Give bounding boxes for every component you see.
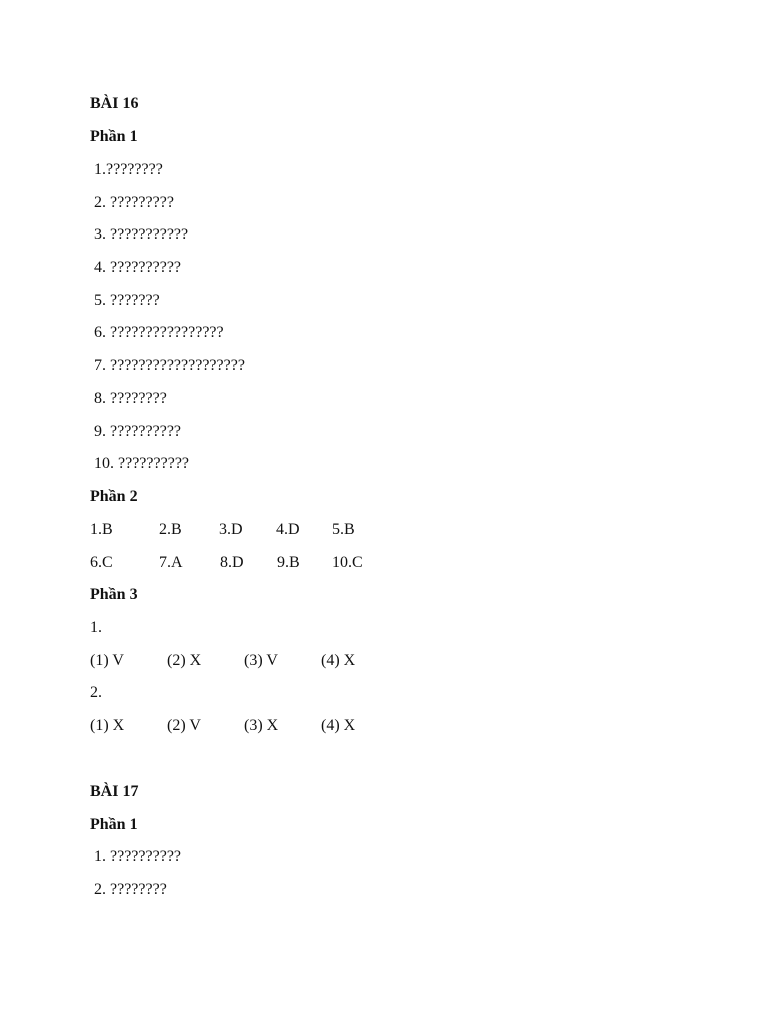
lesson-title: BÀI 17 [90,783,139,800]
answer-cell: 4.D [276,521,300,538]
section-heading: Phần 3 [90,586,138,603]
true-false-row [90,649,356,673]
answer-cell: 2.B [159,521,182,538]
true-false-answer: (3) X [244,717,279,734]
list-item: 2. ????????? [94,194,174,211]
list-item: 3. ??????????? [94,226,189,243]
section-heading: Phần 2 [90,488,138,505]
answer-row [90,518,355,542]
list-item: 8. ???????? [94,390,167,407]
answer-cell: 8.D [220,554,244,571]
list-item: 2. ???????? [94,881,167,898]
question-label: 1. [90,619,102,636]
list-item: 1. ?????????? [94,848,182,865]
list-item: 4. ?????????? [94,259,182,276]
true-false-answer: (2) X [167,652,202,669]
answer-cell: 7.A [159,554,183,571]
true-false-answer: (1) V [90,652,124,669]
list-item: 7. ??????????????????? [94,357,245,374]
list-item: 10. ?????????? [94,455,190,472]
lesson-title: BÀI 16 [90,95,139,112]
list-item: 1.???????? [94,161,163,178]
answer-cell: 5.B [332,521,355,538]
list-item: 9. ?????????? [94,423,182,440]
answer-row [90,551,363,575]
list-item: 6. ???????????????? [94,324,224,341]
list-item: 5. ??????? [94,292,160,309]
section-heading: Phần 1 [90,816,138,833]
true-false-answer: (3) V [244,652,278,669]
question-label: 2. [90,684,102,701]
answer-cell: 3.D [219,521,243,538]
section-heading: Phần 1 [90,128,138,145]
true-false-answer: (4) X [321,717,356,734]
answer-cell: 10.C [332,554,363,571]
true-false-answer: (4) X [321,652,356,669]
answer-cell: 9.B [277,554,300,571]
answer-cell: 6.C [90,554,113,571]
true-false-answer: (2) V [167,717,201,734]
answer-cell: 1.B [90,521,113,538]
true-false-row [90,714,356,738]
true-false-answer: (1) X [90,717,125,734]
